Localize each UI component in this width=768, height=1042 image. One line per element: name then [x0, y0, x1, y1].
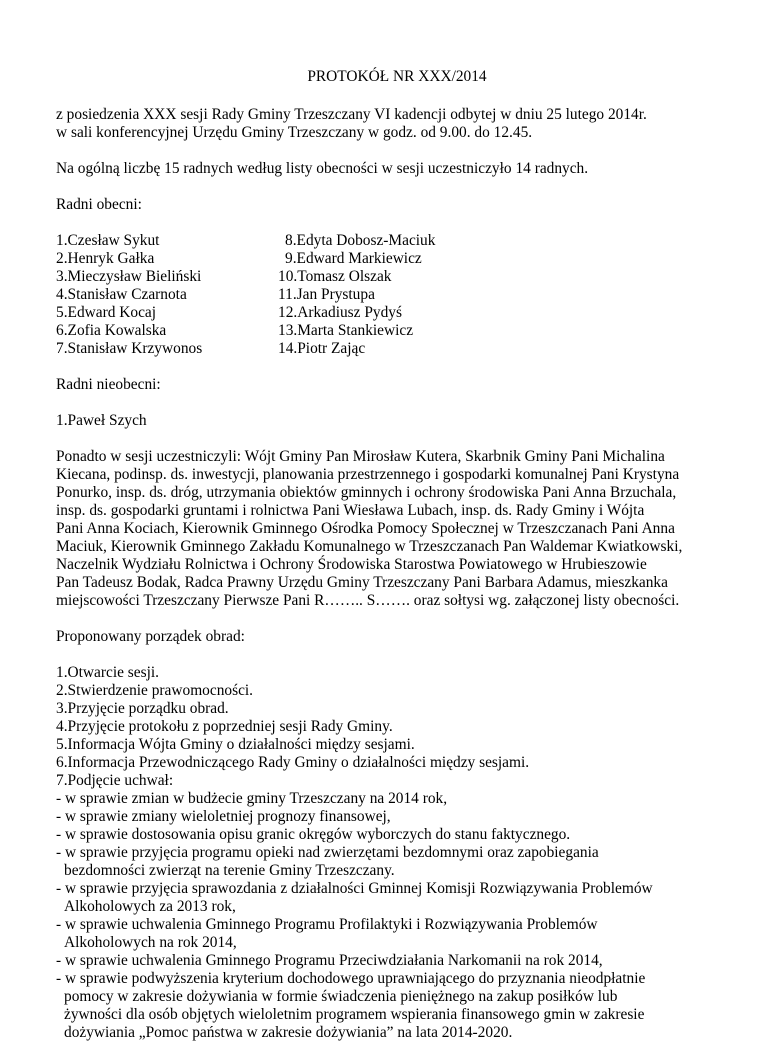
list-item: 4.Stanisław Czarnota: [56, 286, 187, 303]
list-item: 14.Piotr Zając: [278, 340, 366, 357]
present-heading: Radni obecni:: [56, 196, 142, 213]
list-item: 2.Henryk Gałka: [56, 250, 155, 267]
list-item: 5.Edward Kocaj: [56, 304, 157, 321]
agenda-item: 5.Informacja Wójta Gminy o działalności między sesjami.: [56, 736, 415, 753]
paragraph-line: Ponurko, insp. ds. dróg, utrzymania obiektów gminnych i ochrony środowiska Pani Anna Brzuchala,: [56, 484, 677, 501]
intro-line: z posiedzenia XXX sesji Rady Gminy Trzeszczany VI kadencji odbytej w dniu 25 lutego 2014r.: [56, 106, 647, 123]
list-item: 8.Edyta Dobosz-Maciuk: [285, 232, 436, 249]
document-title: PROTOKÓŁ NR XXX/2014: [307, 68, 487, 85]
agenda-item-continuation: Alkoholowych na rok 2014,: [64, 934, 237, 951]
agenda-item-continuation: pomocy w zakresie dożywiania w formie świadczenia pieniężnego na zakup posiłków lub: [64, 988, 618, 1005]
agenda-item: 6.Informacja Przewodniczącego Rady Gminy o działalności między sesjami.: [56, 754, 530, 771]
paragraph-line: miejscowości Trzeszczany Pierwsze Pani R…….. S……. oraz sołtysi wg. załączonej listy obecności.: [56, 592, 680, 609]
paragraph-line: Kiecana, podinsp. ds. inwestycji, planowania przestrzennego i gospodarki komunalnej Pani Krystyna: [56, 466, 680, 483]
agenda-item: - w sprawie zmian w budżecie gminy Trzeszczany na 2014 rok,: [56, 790, 448, 807]
agenda-item: - w sprawie przyjęcia sprawozdania z działalności Gminnej Komisji Rozwiązywania Problemów: [56, 880, 653, 897]
list-item: 9.Edward Markiewicz: [285, 250, 422, 267]
list-item: 11.Jan Prystupa: [278, 286, 375, 303]
list-item: 6.Zofia Kowalska: [56, 322, 167, 339]
intro-line: w sali konferencyjnej Urzędu Gminy Trzeszczany w godz. od 9.00. do 12.45.: [56, 124, 533, 141]
paragraph-line: Maciuk, Kierownik Gminnego Zakładu Komunalnego w Trzeszczanach Pan Waldemar Kwiatkowski,: [56, 538, 683, 555]
agenda-item: 7.Podjęcie uchwał:: [56, 772, 174, 789]
list-item: 10.Tomasz Olszak: [278, 268, 392, 285]
agenda-item-continuation: żywności dla osób objętych wieloletnim programem wspierania finansowego gmin w zakresie: [64, 1006, 645, 1023]
absent-heading: Radni nieobecni:: [56, 376, 161, 393]
paragraph-line: insp. ds. gospodarki gruntami i rolnictwa Pani Wiesława Lubach, insp. ds. Rady Gminy i Wójta: [56, 502, 645, 519]
paragraph-line: Ponadto w sesji uczestniczyli: Wójt Gminy Pan Mirosław Kutera, Skarbnik Gminy Pani Michalina: [56, 448, 665, 465]
present-councillors-list: [56, 232, 728, 358]
list-item: 1.Czesław Sykut: [56, 232, 160, 249]
list-item: 1.Paweł Szych: [56, 412, 147, 429]
paragraph-line: Naczelnik Wydziału Rolnictwa i Ochrony Środowiska Starostwa Powiatowego w Hrubieszowie: [56, 556, 647, 573]
agenda-item: - w sprawie dostosowania opisu granic okręgów wyborczych do stanu faktycznego.: [56, 826, 571, 843]
agenda-item-continuation: bezdomności zwierząt na terenie Gminy Trzeszczany.: [64, 862, 395, 879]
list-item: 7.Stanisław Krzywonos: [56, 340, 203, 357]
paragraph-line: Pan Tadeusz Bodak, Radca Prawny Urzędu Gminy Trzeszczany Pani Barbara Adamus, mieszkanka: [56, 574, 668, 591]
agenda-item: 1.Otwarcie sesji.: [56, 664, 160, 681]
list-item: 13.Marta Stankiewicz: [278, 322, 414, 339]
agenda-item: 2.Stwierdzenie prawomocności.: [56, 682, 254, 699]
attendance-text: Na ogólną liczbę 15 radnych według listy obecności w sesji uczestniczyło 14 radnych.: [56, 160, 589, 177]
agenda-list: [56, 664, 728, 1042]
agenda-item: 4.Przyjęcie protokołu z poprzedniej sesji Rady Gminy.: [56, 718, 393, 735]
paragraph-line: Pani Anna Kociach, Kierownik Gminnego Ośrodka Pomocy Społecznej w Trzeszczanach Pani Anna: [56, 520, 675, 537]
intro-paragraph: [56, 106, 728, 142]
also-present-paragraph: [56, 448, 728, 610]
agenda-item: - w sprawie uchwalenia Gminnego Programu Profilaktyki i Rozwiązywania Problemów: [56, 916, 598, 933]
list-item: 3.Mieczysław Bieliński: [56, 268, 202, 285]
present-list-left: [56, 232, 278, 358]
agenda-item: - w sprawie przyjęcia programu opieki nad zwierzętami bezdomnymi oraz zapobiegania: [56, 844, 599, 861]
agenda-heading: Proponowany porządek obrad:: [56, 628, 245, 645]
agenda-item: - w sprawie podwyższenia kryterium dochodowego uprawniającego do przyznania nieodpłatnie: [56, 970, 646, 987]
agenda-item-continuation: Alkoholowych za 2013 rok,: [64, 898, 236, 915]
agenda-item: 3.Przyjęcie porządku obrad.: [56, 700, 229, 717]
list-item: 12.Arkadiusz Pydyś: [278, 304, 402, 321]
absent-councillors-list: [56, 412, 728, 430]
agenda-item: - w sprawie zmiany wieloletniej prognozy finansowej,: [56, 808, 391, 825]
present-list-right: [278, 232, 435, 358]
agenda-item-continuation: dożywiania „Pomoc państwa w zakresie dożywiania” na lata 2014-2020.: [64, 1024, 513, 1041]
agenda-item: - w sprawie uchwalenia Gminnego Programu Przeciwdziałania Narkomanii na rok 2014,: [56, 952, 603, 969]
